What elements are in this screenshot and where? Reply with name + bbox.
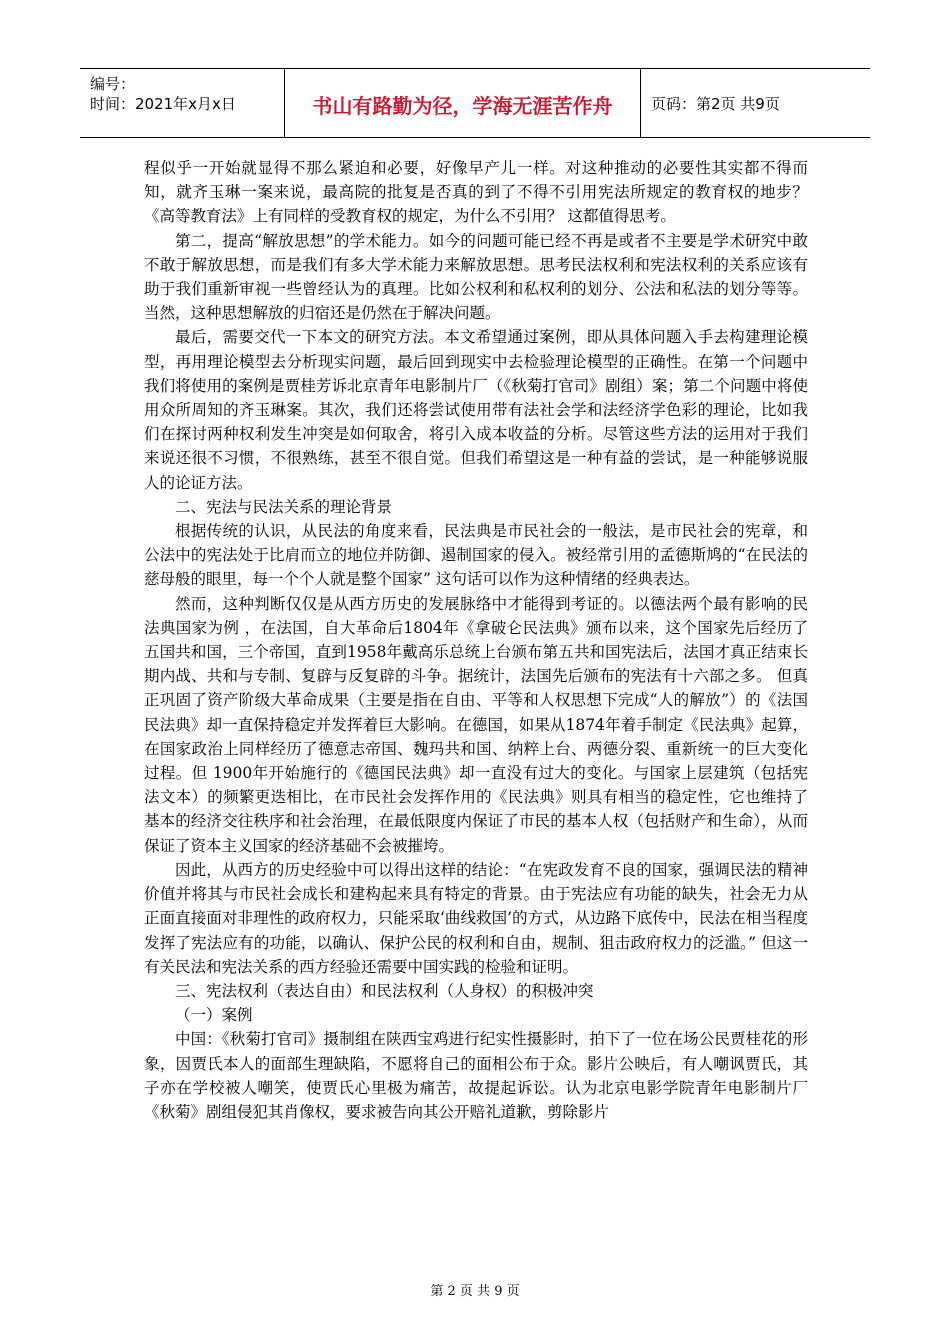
- paragraph: 中国：《秋菊打官司》摄制组在陕西宝鸡进行纪实性摄影时，拍下了一位在场公民贾桂花的形象，因贾氏本人的面部生理缺陷，不愿将自己的面相公布于众。影片公映后，有人嘲讽贾氏，其子亦在学校被人嘲笑，使贾氏心里极为痛苦，故提起诉讼。认为北京电影学院青年电影制片厂《秋菊》剧组侵犯其肖像权，要求被告向其公开赔礼道歉，剪除影片: [144, 1030, 808, 1121]
- section-heading: 二、宪法与民法关系的理论背景: [175, 497, 393, 516]
- paragraph: 程似乎一开始就显得不那么紧迫和必要，好像早产儿一样。对这种推动的必要性其实都不得而知，就齐玉琳一案来说，最高院的批复是否真的到了不得不引用宪法所规定的教育权的地步？《高等教育法》上有同样的受教育权的规定，为什么不引用？ 这都值得思考。: [144, 159, 808, 226]
- subsection-heading: （一）案例: [175, 1006, 253, 1025]
- header-page-info: 页码：第2页 共9页: [651, 95, 780, 113]
- doc-time-label: 时间：2021年x月x日: [90, 95, 236, 113]
- paragraph: 根据传统的认识，从民法的角度来看，民法典是市民社会的一般法，是市民社会的宪章，和公法中的宪法处于比肩而立的地位并防御、遏制国家的侵入。被经常引用的孟德斯鸠的“在民法的慈母般的眼里，每一个个人就是整个国家” 这句话可以作为这种情绪的经典表达。: [144, 522, 808, 589]
- paragraph: 最后，需要交代一下本文的研究方法。本文希望通过案例，即从具体问题入手去构建理论模型，再用理论模型去分析现实问题，最后回到现实中去检验理论模型的正确性。在第一个问题中我们将使用的案例是贾桂芳诉北京青年电影制片厂（《秋菊打官司》剧组）案；第二个问题中将使用众所周知的齐玉琳案。其次，我们还将尝试使用带有法社会学和法经济学色彩的理论，比如我们在探讨两种权利发生冲突是如何取舍，将引入成本收益的分析。尽管这些方法的运用对于我们来说还很不习惯，不很熟练，甚至不很自觉。但我们希望这是一种有益的尝试，是一种能够说服人的论证方法。: [144, 328, 808, 492]
- header-motto-cell: [285, 69, 641, 137]
- page-header: [80, 68, 870, 138]
- header-info-cell: [80, 69, 285, 137]
- header-motto: 书山有路勤为径，学海无涯苦作舟: [312, 94, 613, 118]
- document-body: [144, 156, 808, 1124]
- header-page-cell: [641, 69, 870, 137]
- paragraph: 第二，提高“解放思想”的学术能力。如今的问题可能已经不再是或者不主要是学术研究中敢不敢于解放思想，而是我们有多大学术能力来解放思想。思考民法权利和宪法权利的关系应该有助于我们重新审视一些曾经认为的真理。比如公权利和私权利的划分、公法和私法的划分等等。当然，这种思想解放的归宿还是仍然在于解决问题。: [144, 231, 808, 323]
- page-footer: 第 2 页 共 9 页: [430, 1284, 520, 1299]
- section-heading: 三、宪法权利（表达自由）和民法权利（人身权）的积极冲突: [175, 981, 594, 1000]
- doc-number-label: 编号：: [90, 75, 136, 93]
- paragraph: 因此，从西方的历史经验中可以得出这样的结论：“在宪政发育不良的国家，强调民法的精神价值并将其与市民社会成长和建构起来具有特定的背景。由于宪法应有功能的缺失，社会无力从正面直接面对非理性的政府权力，只能采取‘曲线救国’的方式，从边路下底传中，民法在相当程度发挥了宪法应有的功能，以确认、保护公民的权利和自由，规制、狙击政府权力的泛滥。” 但这一有关民法和宪法关系的西方经验还需要中国实践的检验和证明。: [144, 860, 808, 976]
- paragraph: 然而，这种判断仅仅是从西方历史的发展脉络中才能得到考证的。以德法两个最有影响的民法典国家为例 ，在法国，自大革命后1804年《拿破仑民法典》颁布以来，这个国家先后经历了五国共和国，三个帝国，直到1958年戴高乐总统上台颁布第五共和国宪法后，法国才真正结束长期内战、共和与专制、复辟与反复辟的斗争。据统计，法国先后颁布的宪法有十六部之多。 但真正巩固了资产阶级大革命成果（主要是指在自由、平等和人权思想下完成“人的解放”）的《法国民法典》却一直保持稳定并发挥着巨大影响。在德国，如果从1874年着手制定《民法典》起算，在国家政治上同样经历了德意志帝国、魏玛共和国、纳粹上台、两德分裂、重新统一的巨大变化过程。但 1900年开始施行的《德国民法典》却一直没有过大的变化。与国家上层建筑（包括宪法文本）的频繁更迭相比，在市民社会发挥作用的《民法典》则具有相当的稳定性，它也维持了基本的经济交往秩序和社会治理，在最低限度内保证了市民的基本人权（包括财产和生命），从而保证了资本主义国家的经济基础不会被摧垮。: [144, 594, 808, 855]
